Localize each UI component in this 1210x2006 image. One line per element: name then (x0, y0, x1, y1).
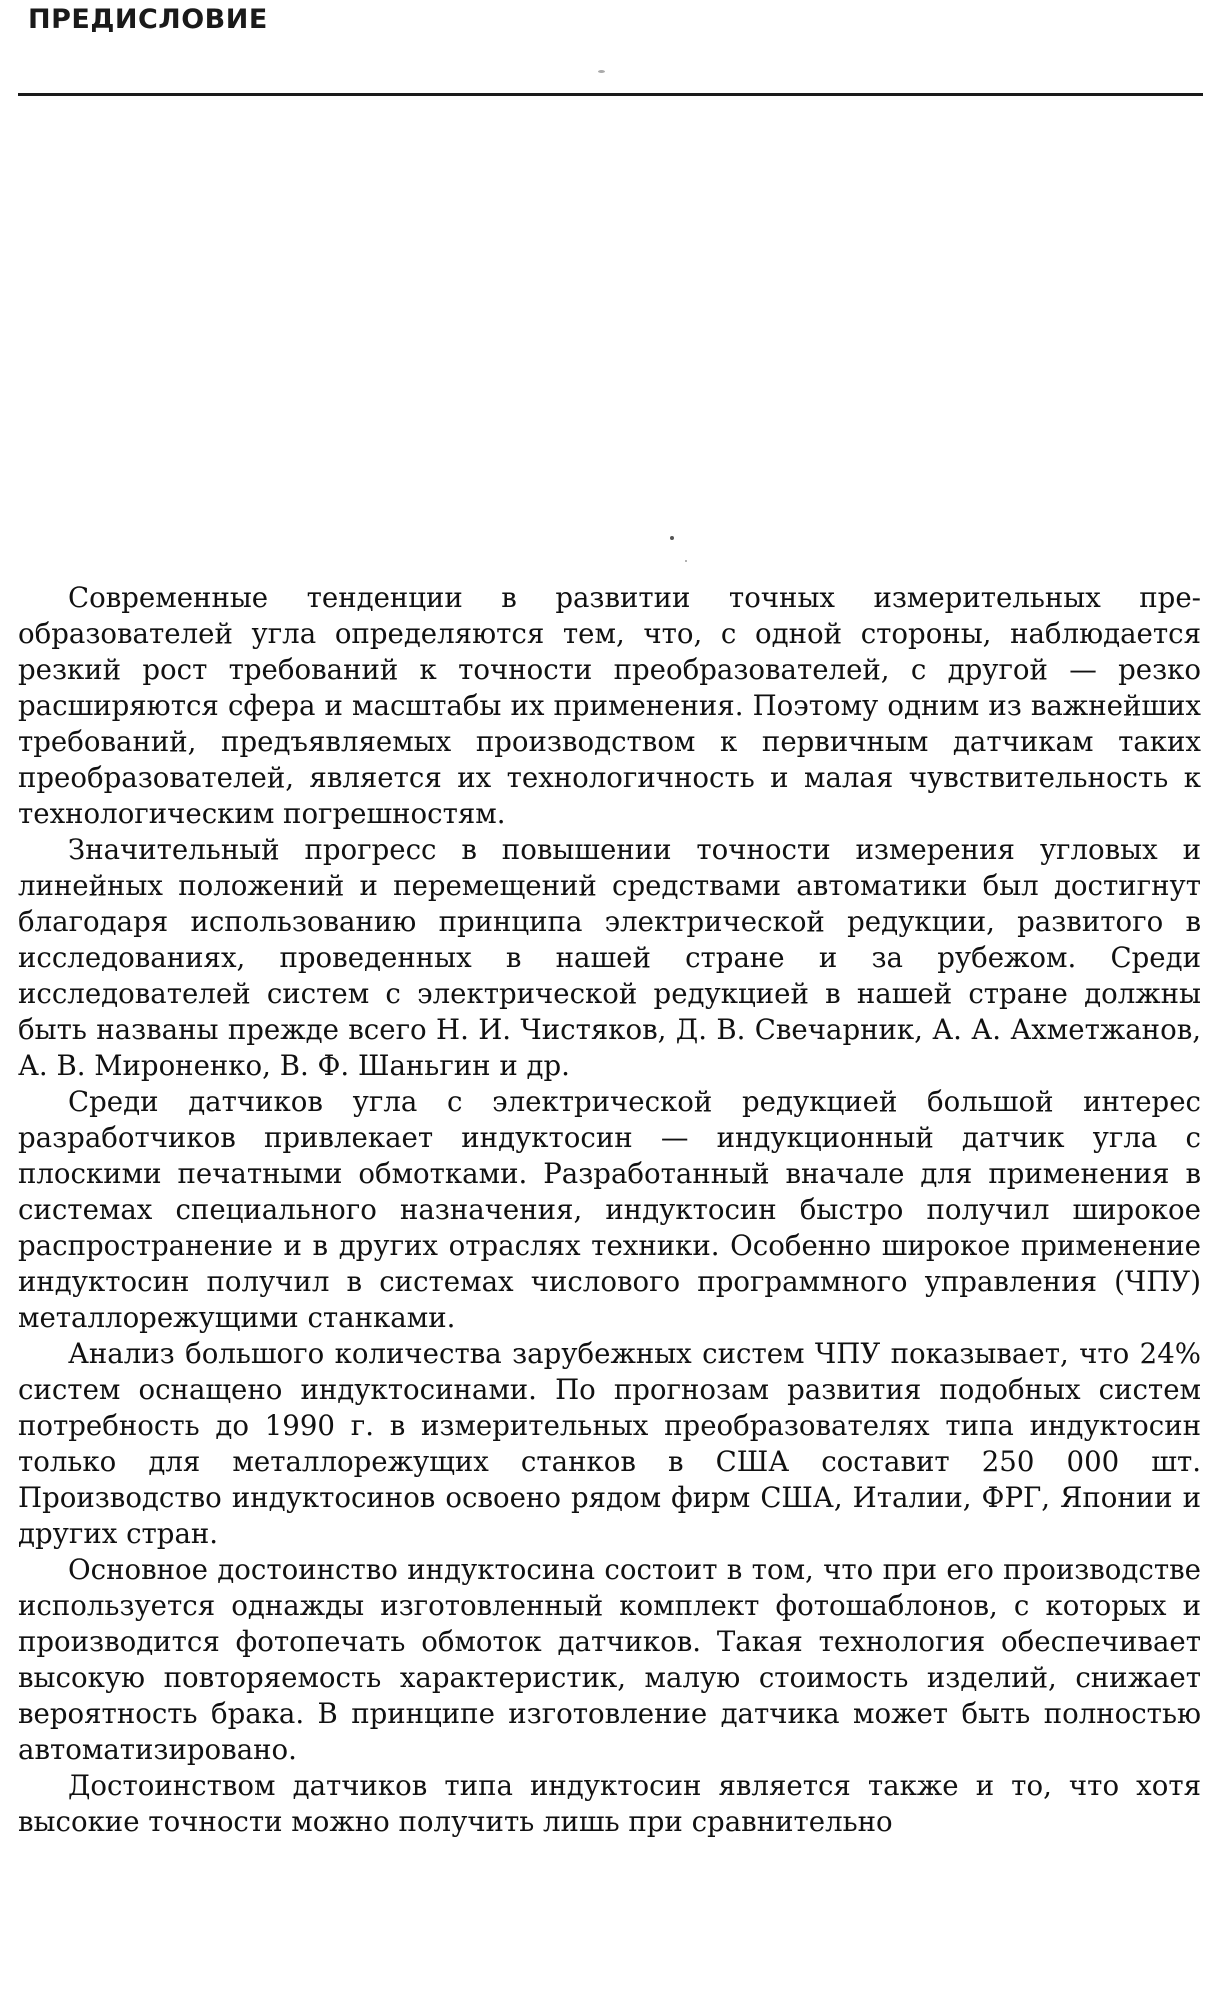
header-rule (18, 93, 1203, 96)
body-text (18, 580, 1201, 1840)
paragraph: Основное достоинство индуктосина состоит в том, что при его производстве используется однажды изготовленный комплект фотошаблонов, с которых и производится фотопечать обмоток датчиков. Такая технология обеспечивает высокую повторяемость характеристик, малую стоимость изделий, снижает вероятность брака. В принципе изготовление датчика может быть полностью автоматизировано. (18, 1553, 1201, 1766)
print-speck (598, 70, 605, 73)
paragraph: Значительный прогресс в повышении точности измерения угловых и линейных положений и перемещений средствами автоматики был достигнут благодаря использованию принципа электрической редукции, развитого в исследованиях, проведенных в нашей стране и за рубежом. Среди исследователей систем с электрической редукцией в нашей стране должны быть названы прежде всего Н. И. Чистяков, Д. В. Свечарник, А. А. Ахметжанов, А. В. Мироненко, В. Ф. Шаньгин и др. (18, 833, 1201, 1082)
page-title: ПРЕДИСЛОВИЕ (28, 4, 268, 35)
paragraph: Анализ большого количества зарубежных систем ЧПУ показывает, что 24% систем оснащено индуктосинами. По прогнозам развития подобных систем потребность до 1990 г. в измерительных преобразователях типа индуктосин только для металлорежущих станков в США составит 250 000 шт. Производство индуктосинов освоено рядом фирм США, Италии, ФРГ, Японии и других стран. (18, 1337, 1201, 1550)
paragraph: Среди датчиков угла с электрической редукцией большой интерес разработчиков привлекает индуктосин — индукционный датчик угла с плоскими печатными обмотками. Разработанный вначале для применения в системах специального назначения, индуктосин быстро получил широкое распространение и в других отраслях техники. Особенно широкое применение индуктосин получил в системах числового программного управления (ЧПУ) металлорежущими станками. (18, 1085, 1201, 1334)
print-speck (670, 536, 674, 540)
paragraph: Достоинством датчиков типа индуктосин является также и то, что хотя высокие точности можно получить лишь при сравнительно (18, 1769, 1201, 1838)
paragraph: Современные тенденции в развитии точных измерительных преобразователей угла определяются тем, что, с одной стороны, наблюдается резкий рост требований к точности преобразователей, с другой — резко расширяются сфера и масштабы их применения. Поэтому одним из важнейших требований, предъявляемых производством к первичным датчикам таких преобразователей, является их технологичность и малая чувствительность к технологическим погрешностям. (18, 581, 1201, 830)
print-speck (685, 560, 687, 562)
